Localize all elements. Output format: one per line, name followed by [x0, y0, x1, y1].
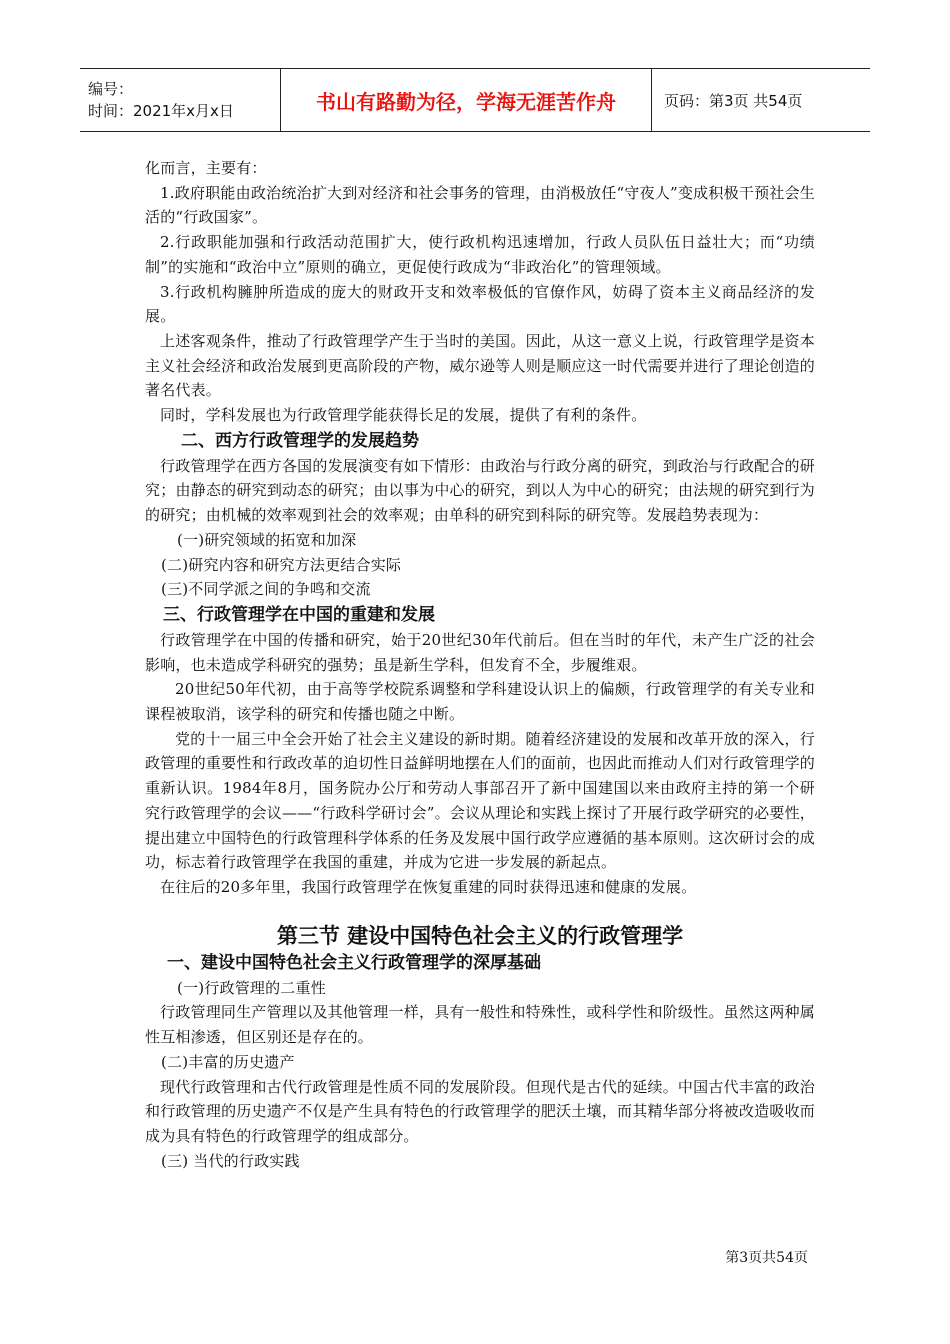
paragraph: 行政管理学在中国的传播和研究，始于20世纪30年代前后。但在当时的年代，未产生广泛的社会影响，也未造成学科研究的强势；虽是新生学科，但发育不全，步履维艰。	[145, 630, 815, 674]
chapter-section-title: 第三节 建设中国特色社会主义的行政管理学	[276, 923, 684, 948]
header-motto: 书山有路勤为径，学海无涯苦作舟	[281, 69, 652, 131]
time-label: 时间：2021年x月x日	[88, 102, 234, 120]
list-item: 2.行政职能加强和行政活动范围扩大，使行政机构迅速增加，行政人员队伍日益壮大；而“功绩制”的实施和“政治中立”原则的确立，更促使行政成为“非政治化”的管理领域。	[145, 233, 815, 276]
paragraph: 化而言，主要有：	[145, 159, 267, 177]
list-item: 3.行政机构臃肿所造成的庞大的财政开支和效率极低的官僚作风，妨碍了资本主义商品经济的发展。	[145, 282, 815, 326]
list-item: (一)研究领域的拓宽和加深	[177, 530, 357, 549]
subheading: (三) 当代的行政实践	[161, 1151, 300, 1170]
list-item: (二)研究内容和研究方法更结合实际	[161, 555, 402, 574]
paragraph: 上述客观条件，推动了行政管理学产生于当时的美国。因此，从这一意义上说，行政管理学是资本主义社会经济和政治发展到更高阶段的产物，威尔逊等人则是顺应这一时代需要并进行了理论创造的著名代表。	[145, 331, 815, 400]
subheading: (一)行政管理的二重性	[177, 978, 326, 997]
header-page-info: 页码：第3页 共54页	[664, 91, 803, 110]
section-heading: 一、建设中国特色社会主义行政管理学的深厚基础	[167, 952, 541, 973]
paragraph: 在往后的20多年里，我国行政管理学在恢复重建的同时获得迅速和健康的发展。	[160, 877, 697, 896]
paragraph: 行政管理同生产管理以及其他管理一样，具有一般性和特殊性，或科学性和阶级性。虽然这两种属性互相渗透，但区别还是存在的。	[145, 1003, 815, 1047]
section-heading: 二、西方行政管理学的发展趋势	[181, 430, 419, 451]
number-label: 编号：	[88, 80, 134, 98]
list-item: 1.政府职能由政治统治扩大到对经济和社会事务的管理，由消极放任“守夜人”变成积极干预社会生活的“行政国家”。	[145, 183, 815, 227]
document-body	[145, 156, 815, 1173]
header-meta	[80, 69, 281, 131]
page-header	[80, 68, 870, 132]
subheading: (二)丰富的历史遗产	[161, 1052, 295, 1071]
paragraph: 现代行政管理和古代行政管理是性质不同的发展阶段。但现代是古代的延续。中国古代丰富的政治和行政管理的历史遗产不仅是产生具有特色的行政管理学的肥沃土壤，而其精华部分将被改造吸收而成为具有特色的行政管理学的组成部分。	[145, 1077, 815, 1145]
page-footer: 第3页共54页	[725, 1250, 808, 1266]
paragraph: 党的十一届三中全会开始了社会主义建设的新时期。随着经济建设的发展和改革开放的深入，行政管理的重要性和行政改革的迫切性日益鲜明地摆在人们的面前，也因此而推动人们对行政管理学的重新认识。1984年8月，国务院办公厅和劳动人事部召开了新中国建国以来由政府主持的第一个研究行政管理学的会议——“行政科学研讨会”。会议从理论和实践上探讨了开展行政学研究的必要性，提出建立中国特色的行政管理科学体系的任务及发展中国行政学应遵循的基本原则。这次研讨会的成功，标志着行政管理学在我国的重建，并成为它进一步发展的新起点。	[145, 729, 815, 872]
paragraph: 行政管理学在西方各国的发展演变有如下情形：由政治与行政分离的研究，到政治与行政配合的研究；由静态的研究到动态的研究；由以事为中心的研究，到以人为中心的研究；由法规的研究到行为的研究；由机械的效率观到社会的效率观；由单科的研究到科际的研究等。发展趋势表现为：	[145, 456, 815, 525]
list-item: (三)不同学派之间的争鸣和交流	[161, 580, 371, 599]
paragraph: 20世纪50年代初，由于高等学校院系调整和学科建设认识上的偏颇，行政管理学的有关专业和课程被取消，该学科的研究和传播也随之中断。	[145, 680, 815, 724]
paragraph: 同时，学科发展也为行政管理学能获得长足的发展，提供了有利的条件。	[160, 406, 647, 425]
section-heading: 三、行政管理学在中国的重建和发展	[163, 604, 435, 625]
